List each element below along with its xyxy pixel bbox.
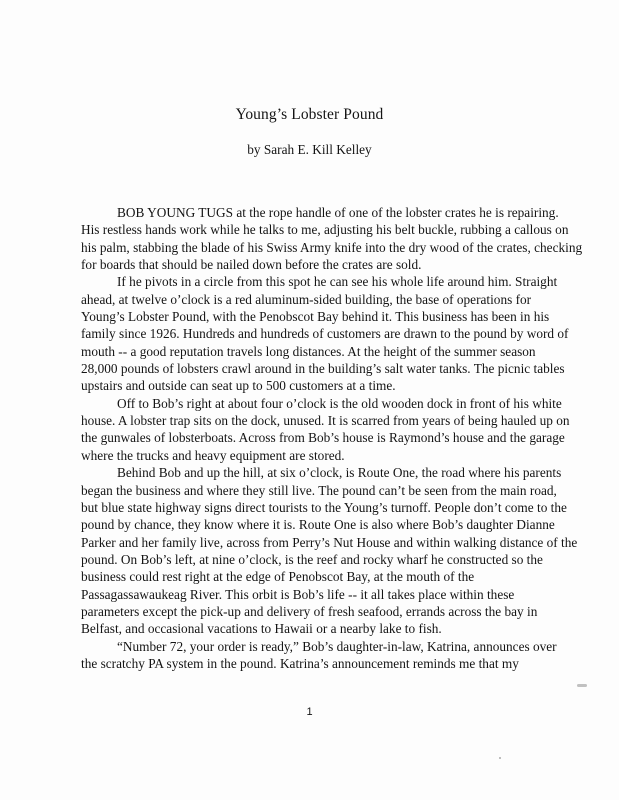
text-line: parameters except the pick-up and delivery of fresh seafood, errands across the bay in: [81, 603, 538, 619]
paragraph: [81, 273, 581, 394]
text-line: upstairs and outside can seat up to 500 customers at a time.: [81, 378, 396, 394]
text-line: 28,000 pounds of lobsters crawl around in the building’s salt water tanks. The picnic tables: [81, 361, 565, 377]
text-line: Passagassawaukeag River. This orbit is Bob’s life -- it all takes place within these: [81, 586, 515, 602]
text-line: house. A lobster trap sits on the dock, unused. It is scarred from years of being hauled up on: [81, 413, 570, 429]
text-line: where the trucks and heavy equipment are stored.: [81, 447, 345, 463]
text-line: Behind Bob and up the hill, at six o’clock, is Route One, the road where his parents: [117, 465, 562, 481]
text-line: His restless hands work while he talks to me, adjusting his belt buckle, rubbing a callous on: [81, 222, 569, 238]
text-line: the gunwales of lobsterboats. Across from Bob’s house is Raymond’s house and the garage: [81, 430, 565, 446]
text-line: Parker and her family live, across from Perry’s Nut House and within walking distance of the: [81, 534, 578, 550]
text-line: but blue state highway signs direct tourists to the Young’s turnoff. People don’t come to the: [81, 499, 567, 515]
text-line: for boards that should be nailed down before the crates are sold.: [81, 257, 422, 273]
text-line: ahead, at twelve o’clock is a red aluminum-sided building, the base of operations for: [81, 291, 532, 307]
text-line: his palm, stabbing the blade of his Swiss Army knife into the dry wood of the crates, checking: [81, 239, 583, 255]
document-title: Young’s Lobster Pound: [235, 106, 384, 123]
text-line: Belfast, and occasional vacations to Hawaii or a nearby lake to fish.: [81, 621, 442, 637]
paragraph: [81, 204, 581, 273]
text-line: began the business and where they still live. The pound can’t be seen from the main road,: [81, 482, 557, 498]
paragraph: [81, 464, 581, 637]
text-line: If he pivots in a circle from this spot he can see his whole life around him. Straight: [117, 274, 558, 290]
text-line: Young’s Lobster Pound, with the Penobscot Bay behind it. This business has been in his: [81, 309, 550, 325]
scan-smudge: [577, 684, 587, 687]
text-line: mouth -- a good reputation travels long distances. At the height of the summer season: [81, 343, 536, 359]
document-byline: by Sarah E. Kill Kelley: [247, 142, 372, 157]
text-line: pound. On Bob’s left, at nine o’clock, is the reef and rocky wharf he constructed so the: [81, 551, 543, 567]
text-line: Off to Bob’s right at about four o’clock is the old wooden dock in front of his white: [117, 395, 562, 411]
text-line: the scratchy PA system in the pound. Katrina’s announcement reminds me that my: [81, 655, 519, 671]
paragraph: [81, 395, 581, 464]
text-line: business could rest right at the edge of Penobscot Bay, at the mouth of the: [81, 569, 475, 585]
document-body: [81, 204, 581, 672]
scan-speck: [499, 757, 501, 759]
text-line: family since 1926. Hundreds and hundreds of customers are drawn to the pound by word of: [81, 326, 569, 342]
paragraph: [81, 638, 581, 673]
text-line: BOB YOUNG TUGS at the rope handle of one of the lobster crates he is repairing.: [117, 205, 559, 220]
page-number: 1: [306, 706, 313, 718]
text-line: “Number 72, your order is ready,” Bob’s daughter-in-law, Katrina, announces over: [117, 638, 557, 654]
text-line: pound by chance, they know where it is. Route One is also where Bob’s daughter Dianne: [81, 517, 555, 533]
